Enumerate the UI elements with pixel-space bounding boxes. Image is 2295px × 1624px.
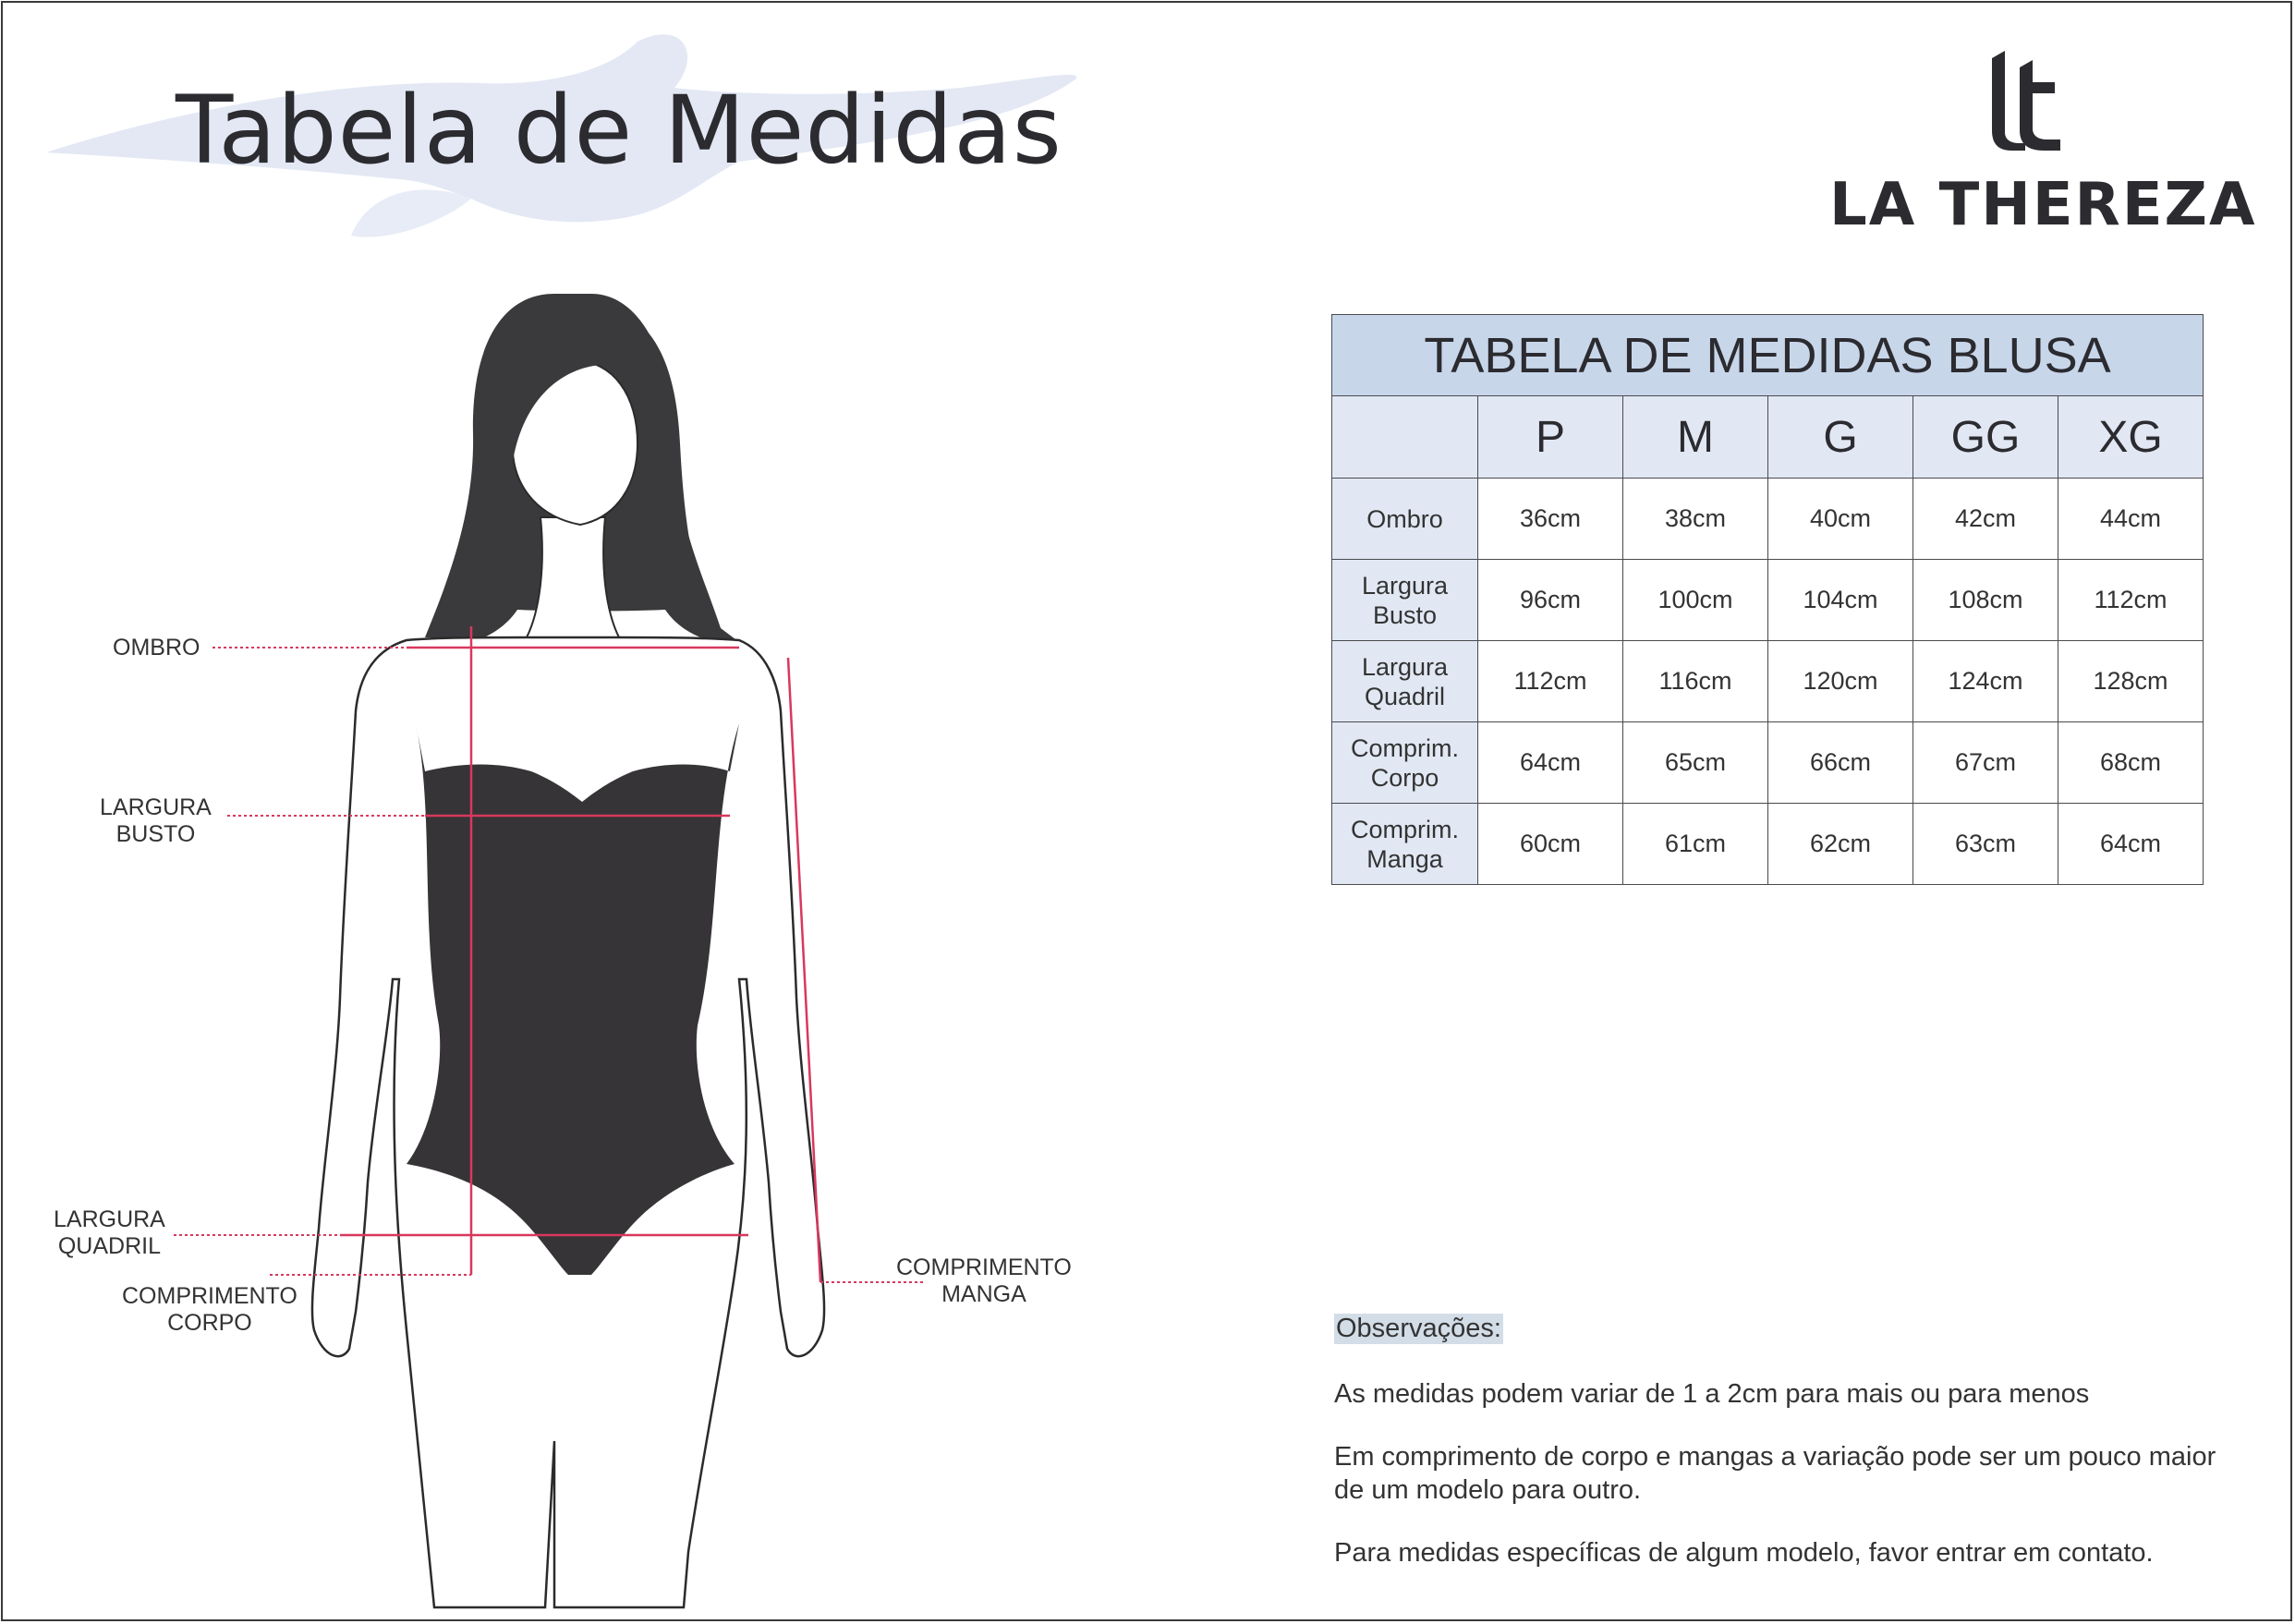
size-header: P [1478,396,1623,479]
table-cell: 61cm [1623,804,1768,885]
table-cell: 108cm [1913,560,2058,641]
label-ombro-text: OMBRO [113,635,200,661]
label-line: COMPRIMENTO [122,1283,298,1309]
table-cell: 112cm [2058,560,2204,641]
row-label-line: Largura [1361,652,1449,681]
table-cell: 68cm [2058,722,2204,804]
size-header: XG [2058,396,2204,479]
table-row [1332,804,2204,885]
label-ombro [113,635,200,661]
row-label-line: Quadril [1364,682,1446,710]
table-cell: 42cm [1913,479,2058,560]
table-cell: 62cm [1768,804,1913,885]
table-cell: 124cm [1913,641,2058,722]
table-row [1332,722,2204,804]
brand-name: LA THEREZA [1829,171,2257,239]
table-cell: 63cm [1913,804,2058,885]
body-measurement-figure [0,277,1155,1624]
notes-section [1334,1314,2249,1599]
table-cell: 67cm [1913,722,2058,804]
table-cell: 64cm [1478,722,1623,804]
row-label-line: Busto [1372,600,1438,629]
size-header: GG [1913,396,2058,479]
row-label-line: Ombro [1366,504,1443,533]
table-cell: 116cm [1623,641,1768,722]
notes-title: Observações: [1336,1314,1501,1343]
row-label-line: Manga [1366,844,1443,873]
label-line: CORPO [167,1310,252,1336]
label-largura-busto [100,794,212,848]
row-label-line: Comprim. [1350,815,1459,843]
table-cell: 120cm [1768,641,1913,722]
row-label-line: Largura [1361,571,1449,600]
table-cell: 104cm [1768,560,1913,641]
row-label [1332,722,1478,804]
table-row [1332,479,2204,560]
brand-monogram-icon [1988,51,2064,152]
table-cell: 66cm [1768,722,1913,804]
table-cell: 36cm [1478,479,1623,560]
size-header: G [1768,396,1913,479]
row-label [1332,804,1478,885]
label-largura-quadril [54,1206,165,1260]
table-cell: 44cm [2058,479,2204,560]
row-label [1332,479,1478,560]
brand-logo [1829,51,2257,239]
row-label [1332,560,1478,641]
table-cell: 128cm [2058,641,2204,722]
label-line: COMPRIMENTO [896,1254,1072,1280]
table-cell: 40cm [1768,479,1913,560]
label-line: LARGURA [54,1206,165,1232]
row-label [1332,641,1478,722]
label-line: MANGA [941,1281,1026,1307]
table-row [1332,560,2204,641]
table-cell: 112cm [1478,641,1623,722]
note-item: As medidas podem variar de 1 a 2cm para mais ou para menos [1334,1379,2090,1409]
table-cell: 65cm [1623,722,1768,804]
note-item: Para medidas específicas de algum modelo, favor entrar em contato. [1334,1538,2154,1568]
table-cell: 38cm [1623,479,1768,560]
size-table [1331,314,2204,885]
page-title: Tabela de Medidas [176,76,1062,186]
label-comprimento-manga [896,1254,1072,1308]
size-header: M [1623,396,1768,479]
table-cell: 60cm [1478,804,1623,885]
label-line: QUADRIL [57,1233,161,1259]
table-cell: 96cm [1478,560,1623,641]
table-title: TABELA DE MEDIDAS BLUSA [1332,315,2204,396]
label-comprimento-corpo [122,1283,298,1337]
label-line: LARGURA [100,794,212,820]
label-line: BUSTO [115,821,196,847]
table-row [1332,641,2204,722]
table-header-row [1332,396,2204,479]
table-corner-cell [1332,396,1478,479]
note-item: Em comprimento de corpo e mangas a variação pode ser um pouco maior de um modelo para outro. [1334,1442,2216,1505]
row-label-line: Comprim. [1350,733,1459,762]
table-cell: 64cm [2058,804,2204,885]
table-cell: 100cm [1623,560,1768,641]
row-label-line: Corpo [1370,763,1439,792]
